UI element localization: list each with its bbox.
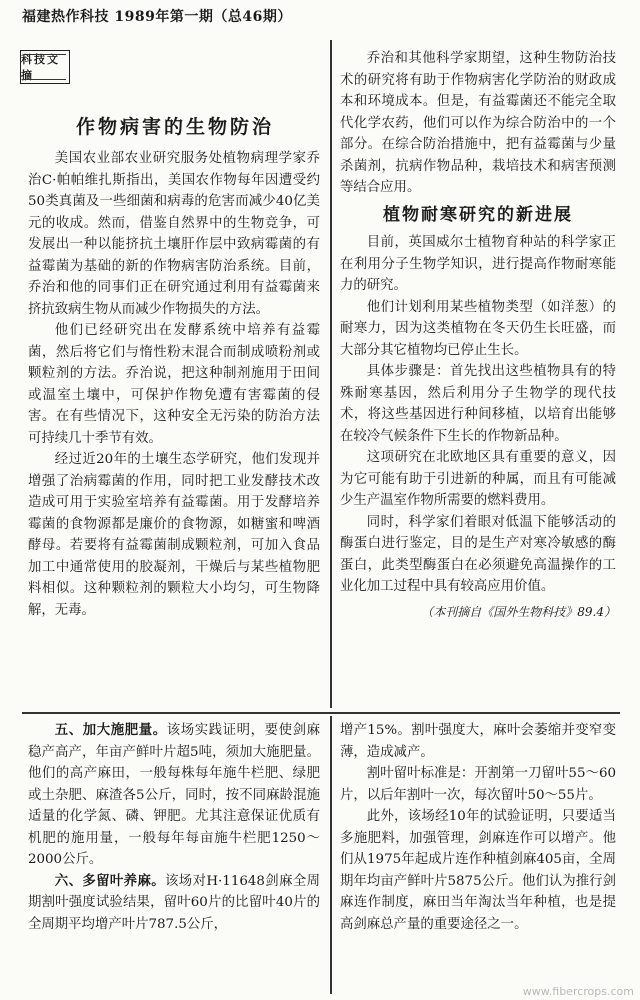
article1-paragraph: 美国农业部农业研究服务处植物病理学家乔治C·帕帕维扎斯指出，美国农作物每年因遭受约50类真菌及一些细菌和病毒的危害而减少40亿美元的收成。然而，借鉴自然界中的生物竞争，可发展出一种以能挤抗土壤肝作层中致病霉菌的有益霉菌为基础的新的作物病害防治系统。目前，乔治和他的同事们正在研究通过利用有益霉菌来挤抗致病生物从而减少作物损失的方法。 xyxy=(28,151,320,317)
article1-paragraph: 他们已经研究出在发酵系统中培养有益霉菌，然后将它们与惰性粉末混合而制成喷粉剂或颗粒剂的方法。乔治说，把这种制剂施用于田间或温室土壤中，可保护作物免遭有害霉菌的侵害。在有些情况下，这种安全无污染的防治方法可持续几十季节有效。 xyxy=(28,323,320,446)
article1-body xyxy=(28,148,320,621)
article2-paragraph: 目前，英国威尔士植物育种站的科学家正在利用分子生物学知识，进行提高作物耐寒能力的研究。 xyxy=(340,235,616,293)
article2-paragraph: 这项研究在北欧地区具有重要的意义，因为它可能有助于引进新的种属，而且有可能减少生产温室作物所需要的燃料费用。 xyxy=(340,450,616,508)
column-label: 科技文摘 xyxy=(20,50,70,84)
section-heading: 六、多留叶养麻。 xyxy=(54,872,166,889)
paragraph-text: 该场对H·11648剑麻全周期割叶强度试验结果，留叶60片的比留叶40片的全周期平均增产叶片787.5公斤， xyxy=(28,873,321,932)
article1-paragraph: 经过近20年的土壤生态学研究，他们发现并增强了治病霉菌的作用，同时把工业发酵技术改造成可用于实验室培养有益霉菌。用于发酵培养霉菌的食物源都是廉价的食物源，如糖蜜和啤酒酵母。若要将有益霉菌制成颗粒剂，可加入食品加工中通常使用的胶凝剂，干燥后与某些植物肥料相似。这种颗粒剂的颗粒大小均匀，可生物降解，无毒。 xyxy=(28,452,320,618)
paragraph-text: 该场实践证明，要使剑麻稳产高产，年亩产鲜叶片超5吨，须加大施肥量。他们的高产麻田，一般每株每年施牛栏肥、绿肥或土杂肥、麻渣各5公斤，同时，按不同麻龄混施适量的化学氮、磷、钾肥。尤其注意保证优质有机肥的施用量，一般每年每亩施牛栏肥1250～2000公斤。 xyxy=(28,723,321,867)
continued-paragraph: 增产15%。割叶强度大，麻叶会萎缩并变窄变薄，造成减产。 xyxy=(340,723,616,760)
paragraph: 割叶留叶标准是：开割第一刀留叶55～60片，以后年割叶一次，每次留叶50～55片。 xyxy=(340,766,616,803)
article2-paragraph: 他们计划利用某些植物类型（如洋葱）的耐寒力，因为这类植物在冬天仍生长旺盛，而大部分其它植物均已停止生长。 xyxy=(340,299,616,358)
article1-paragraph: 乔治和其他科学家期望，这种生物防治技术的研究将有助于作物病害化学防治的财政成本和环境成本。但是，有益霉菌还不能完全取代化学农药，他们可以作为综合防治中的一个部分。在综合防治措施中，把有益霉菌与少量杀菌剂，抗病作物品种，栽培技术和病害预测等结合应用。 xyxy=(340,51,616,195)
lower-left-column xyxy=(28,720,320,935)
column-divider-lower xyxy=(330,716,332,994)
paragraph: 此外，该场经10年的试验证明，只要适当多施肥料，加强管理，剑麻连作可以增产。他们从1975年起成片连作种植剑麻405亩，全周期年均亩产鲜叶片5875公斤。他们认为推行剑麻连作制度，麻田当年淘汰当年种植，也是提高剑麻总产量的重要途径之一。 xyxy=(340,809,616,932)
section-divider xyxy=(22,712,620,714)
article1-title: 作物病害的生物防治 xyxy=(75,116,274,138)
watermark: www.fibercrops.com xyxy=(522,985,634,998)
lower-right-column xyxy=(340,720,616,935)
numbered-paragraph xyxy=(28,720,320,871)
running-head: 福建热作科技 1989年第一期（总46期） xyxy=(22,9,292,25)
source-note: （本刊摘自《国外生物科技》89.4） xyxy=(421,604,616,619)
article2-paragraph: 具体步骤是：首先找出这些植物具有的特殊耐寒基因，然后利用分子生物学的现代技术，将这些基因进行种间移植，以培育出能够在较冷气候条件下生长的作物新品种。 xyxy=(340,364,616,444)
numbered-paragraph xyxy=(28,871,320,936)
section-heading: 五、加大施肥量。 xyxy=(54,722,167,738)
article2-title: 植物耐寒研究的新进展 xyxy=(383,204,573,225)
column-divider xyxy=(330,40,332,708)
right-column-top xyxy=(340,48,616,623)
article2-paragraph: 同时，科学家们着眼对低温下能够活动的酶蛋白进行鉴定，目的是生产对寒冷敏感的酶蛋白，此类型酶蛋白在必须避免高温操作的工业化加工过程中具有较高应用价值。 xyxy=(340,514,616,594)
